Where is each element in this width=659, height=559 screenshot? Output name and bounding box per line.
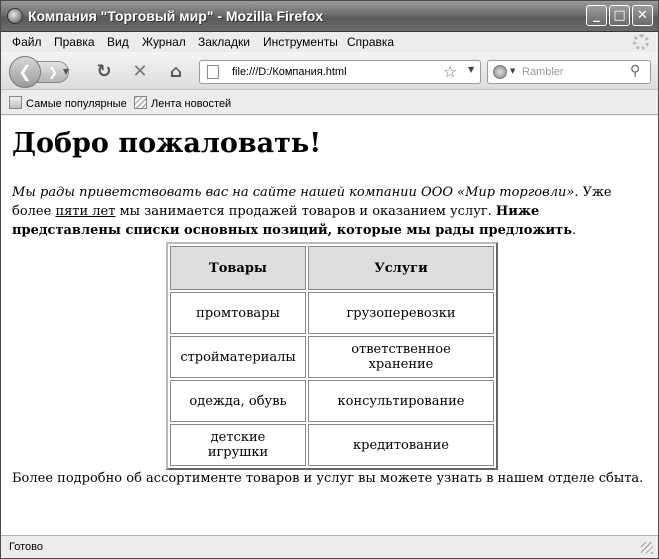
offers-table xyxy=(166,242,498,470)
status-text: Готово xyxy=(9,541,43,553)
bookmark-news-feed[interactable] xyxy=(134,96,231,110)
throbber-icon xyxy=(633,34,649,50)
engine-dropdown-icon[interactable]: ▼ xyxy=(510,67,516,75)
search-input[interactable] xyxy=(522,64,624,80)
menu-bookmarks[interactable]: Закладки xyxy=(198,35,250,49)
header-services: Услуги xyxy=(308,246,494,290)
popular-bookmark-icon xyxy=(9,96,22,109)
table-cell: грузоперевозки xyxy=(308,292,494,334)
bookmark-label: Лента новостей xyxy=(151,98,232,110)
menu-tools[interactable]: Инструменты xyxy=(263,35,338,49)
table-header-row xyxy=(170,246,494,290)
header-goods: Товары xyxy=(170,246,306,290)
bookmark-label: Самые популярные xyxy=(26,98,127,110)
reload-icon[interactable]: ↻ xyxy=(96,61,112,82)
table-cell: промтовары xyxy=(170,292,306,334)
table-cell: детские игрушки xyxy=(170,424,306,466)
menu-bar xyxy=(1,32,658,52)
close-button[interactable]: ✕ xyxy=(632,5,653,26)
bookmark-most-popular[interactable] xyxy=(9,96,127,110)
back-arrow-icon: ❮ xyxy=(18,62,32,81)
table-cell: консультирование xyxy=(308,380,494,422)
window-title: Компания "Торговый мир" - Mozilla Firefox xyxy=(28,8,324,24)
years-link[interactable]: пяти лет xyxy=(55,204,116,219)
history-dropdown-icon[interactable]: ▼ xyxy=(62,67,70,76)
table-cell: одежда, обувь xyxy=(170,380,306,422)
intro-paragraph xyxy=(12,183,648,240)
back-button[interactable] xyxy=(9,56,41,88)
table-row xyxy=(170,424,494,466)
navigation-toolbar xyxy=(1,52,658,90)
page-heading: Добро пожаловать! xyxy=(12,128,322,159)
search-icon[interactable]: ⚲ xyxy=(630,63,641,79)
search-engine-icon[interactable] xyxy=(493,65,507,79)
table-row xyxy=(170,336,494,378)
table-cell: стройматериалы xyxy=(170,336,306,378)
status-bar xyxy=(1,535,658,558)
menu-view[interactable]: Вид xyxy=(107,35,129,49)
table-row xyxy=(170,292,494,334)
table-cell: кредитование xyxy=(308,424,494,466)
intro-bold: Ниже представлены списки основных позиций, которые мы рады предложить xyxy=(12,204,573,238)
url-bar[interactable] xyxy=(199,60,481,84)
home-icon[interactable]: ⌂ xyxy=(169,62,183,82)
url-text[interactable]: file:///D:/Компания.html xyxy=(232,66,347,78)
resize-grip-icon[interactable] xyxy=(641,542,653,554)
forward-arrow-icon: ❯ xyxy=(47,65,59,79)
bookmarks-toolbar xyxy=(1,91,658,115)
page-content xyxy=(1,116,658,535)
title-bar xyxy=(1,1,658,32)
menu-history[interactable]: Журнал xyxy=(142,35,186,49)
rss-feed-icon xyxy=(134,96,147,109)
intro-text-2: мы занимается продажей товаров и оказанием услуг. xyxy=(115,204,496,219)
table-row xyxy=(170,380,494,422)
page-icon xyxy=(207,65,219,79)
firefox-icon xyxy=(7,8,23,24)
intro-end: . xyxy=(572,223,577,238)
menu-file[interactable]: Файл xyxy=(12,35,42,49)
bookmark-star-icon[interactable]: ☆ xyxy=(443,62,458,81)
menu-edit[interactable]: Правка xyxy=(54,35,95,49)
intro-text-1: . Уже более xyxy=(12,185,612,219)
search-bar xyxy=(487,60,651,84)
menu-help[interactable]: Справка xyxy=(347,35,395,49)
url-dropdown-icon[interactable]: ▼ xyxy=(468,65,475,74)
table-cell: ответственное хранение xyxy=(308,336,494,378)
intro-italic: Мы рады приветствовать вас на сайте нашей компании ООО «Мир торговли» xyxy=(12,185,575,200)
maximize-button[interactable]: □ xyxy=(609,5,630,26)
minimize-button[interactable]: _ xyxy=(586,5,607,26)
stop-icon[interactable]: ✕ xyxy=(132,61,148,82)
footer-paragraph: Более подробно об ассортименте товаров и услуг вы можете узнать в нашем отделе сбыта. xyxy=(12,471,644,486)
